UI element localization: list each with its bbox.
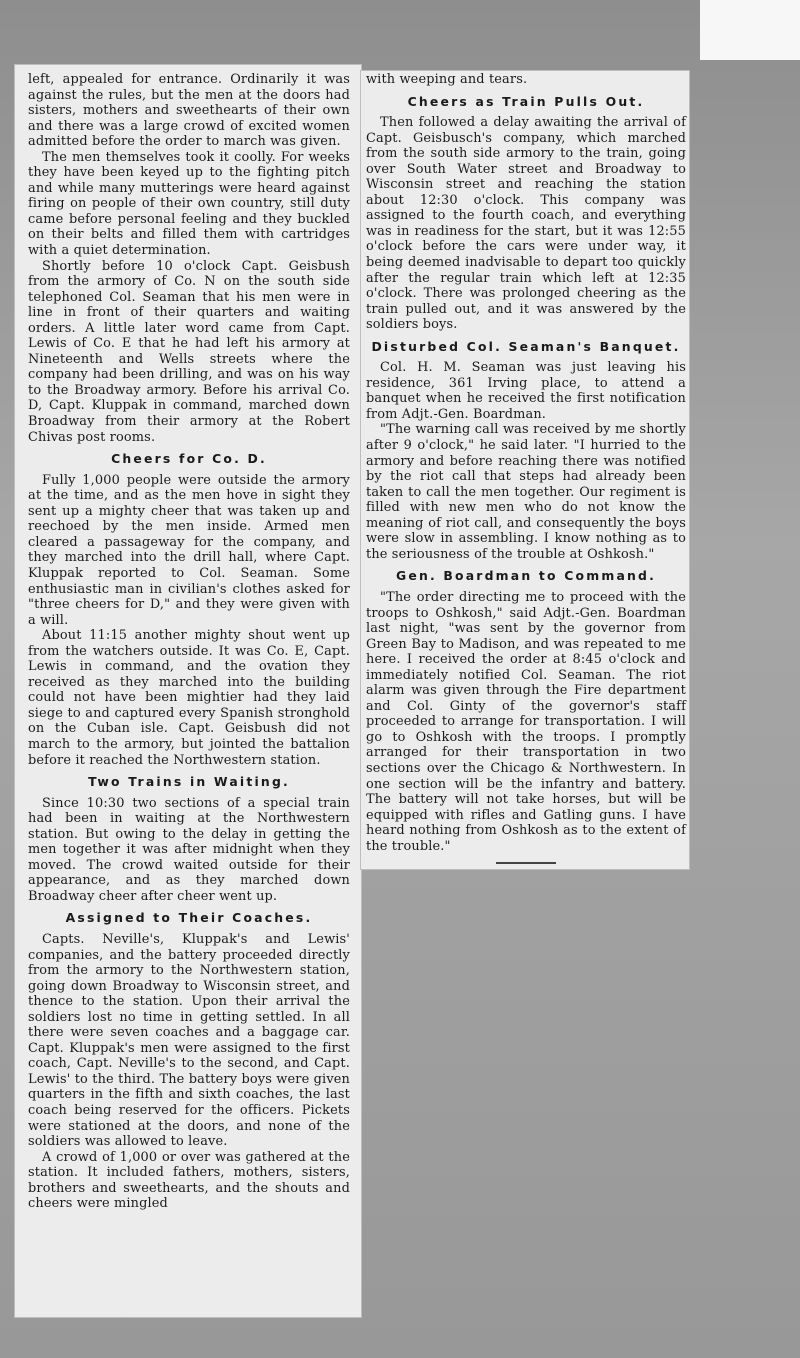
paragraph: A crowd of 1,000 or over was gathered at the station. It included fathers, mothers, sisters, brothers and sweethearts, and the shouts and cheers were mingled <box>28 1149 350 1212</box>
subheading: Cheers for Co. D. <box>111 451 267 467</box>
paragraph: Fully 1,000 people were outside the armory at the time, and as the men hove in sight they sent up a mighty cheer that was taken up and reechoed by the men inside. Armed men cleared a passageway for the company, and they marched into the drill hall, where Capt. Kluppak reported to Col. Seaman. Some enthusiastic man in civilian's clothes asked for "three cheers for D," and they were given with a will. <box>28 472 350 628</box>
paragraph: Col. H. M. Seaman was just leaving his residence, 361 Irving place, to attend a banquet when he received the first notification from Adjt.-Gen. Boardman. <box>366 360 686 422</box>
subheading: Assigned to Their Coaches. <box>65 910 313 926</box>
subheading: Disturbed Col. Seaman's Banquet. <box>371 338 681 354</box>
left-column <box>28 72 350 1212</box>
paragraph: Since 10:30 two sections of a special train had been in waiting at the Northwestern station. But owing to the delay in getting the men together it was after midnight when they moved. The crowd waited outside for their appearance, and as they marched down Broadway cheer after cheer went up. <box>28 795 350 904</box>
paragraph: The men themselves took it coolly. For weeks they have been keyed up to the fighting pitch and while many mutterings were heard against firing on people of their own country, still duty came before personal feeling and they buckled on their belts and filled them with cartridges with a quiet determination. <box>28 149 350 259</box>
paragraph: "The warning call was received by me shortly after 9 o'clock," he said later. "I hurried to the armory and before reaching there was notified by the riot call that steps had already been taken to call the men together. Our regiment is filled with new men who do not know the meaning of riot call, and consequently the boys were slow in assembling. I know nothing as to the seriousness of the trouble at Oshkosh." <box>366 422 686 562</box>
subheading: Two Trains in Waiting. <box>88 774 290 790</box>
paper-tear <box>700 0 800 60</box>
right-column <box>366 72 686 864</box>
paragraph: Shortly before 10 o'clock Capt. Geisbush from the armory of Co. N on the south side telephoned Col. Seaman that his men were in line in front of their quarters and waiting orders. A little later word came from Capt. Lewis of Co. E that he had left his armory at Nineteenth and Wells streets where the company had been drilling, and was on his way to the Broadway armory. Before his arrival Co. D, Capt. Kluppak in command, marched down Broadway from their armory at the Robert Chivas post rooms. <box>28 258 350 445</box>
paragraph: About 11:15 another mighty shout went up from the watchers outside. It was Co. E, Capt. Lewis in command, and the ovation they received as they marched into the building could not have been mightier had they laid siege to and captured every Spanish stronghold on the Cuban isle. Capt. Geisbush did not march to the armory, but jointed the battalion before it reached the Northwestern station. <box>28 628 350 768</box>
end-rule <box>496 862 556 864</box>
paragraph: Then followed a delay awaiting the arrival of Capt. Geisbusch's company, which marched from the south side armory to the train, going over South Water street and Broadway to Wisconsin street and reaching the station about 12:30 o'clock. This company was assigned to the fourth coach, and everything was in readiness for the start, but it was 12:55 o'clock before the cars were under way, it being deemed inadvisable to depart too quickly after the regular train which left at 12:35 o'clock. There was prolonged cheering as the train pulled out, and it was answered by the soldiers boys. <box>366 115 686 333</box>
paragraph: with weeping and tears. <box>366 72 528 87</box>
paragraph: left, appealed for entrance. Ordinarily it was against the rules, but the men at the doors had sisters, mothers and sweethearts of their own and there was a large crowd of excited women admitted before the order to march was given. <box>28 72 350 150</box>
paragraph: Capts. Neville's, Kluppak's and Lewis' companies, and the battery proceeded directly from the armory to the Northwestern station, going down Broadway to Wisconsin street, and thence to the station. Upon their arrival the soldiers lost no time in getting settled. In all there were seven coaches and a baggage car. Capt. Kluppak's men were assigned to the first coach, Capt. Neville's to the second, and Capt. Lewis' to the third. The battery boys were given quarters in the fifth and sixth coaches, the last coach being reserved for the officers. Pickets were stationed at the doors, and none of the soldiers was allowed to leave. <box>28 931 350 1150</box>
subheading: Gen. Boardman to Command. <box>395 568 657 584</box>
paragraph: "The order directing me to proceed with the troops to Oshkosh," said Adjt.-Gen. Boardman last night, "was sent by the governor from Green Bay to Madison, and was repeated to me here. I received the order at 8:45 o'clock and immediately notified Col. Seaman. The riot alarm was given through the Fire department and Col. Ginty of the governor's staff proceeded to arrange for transportation. I will go to Oshkosh with the troops. I promptly arranged for their transportation in two sections over the Chicago & Northwestern. In one section will be the infantry and battery. The battery will not take horses, but will be equipped with rifles and Gatling guns. I have heard nothing from Oshkosh as to the extent of the trouble." <box>366 589 686 854</box>
subheading: Cheers as Train Pulls Out. <box>407 93 645 109</box>
